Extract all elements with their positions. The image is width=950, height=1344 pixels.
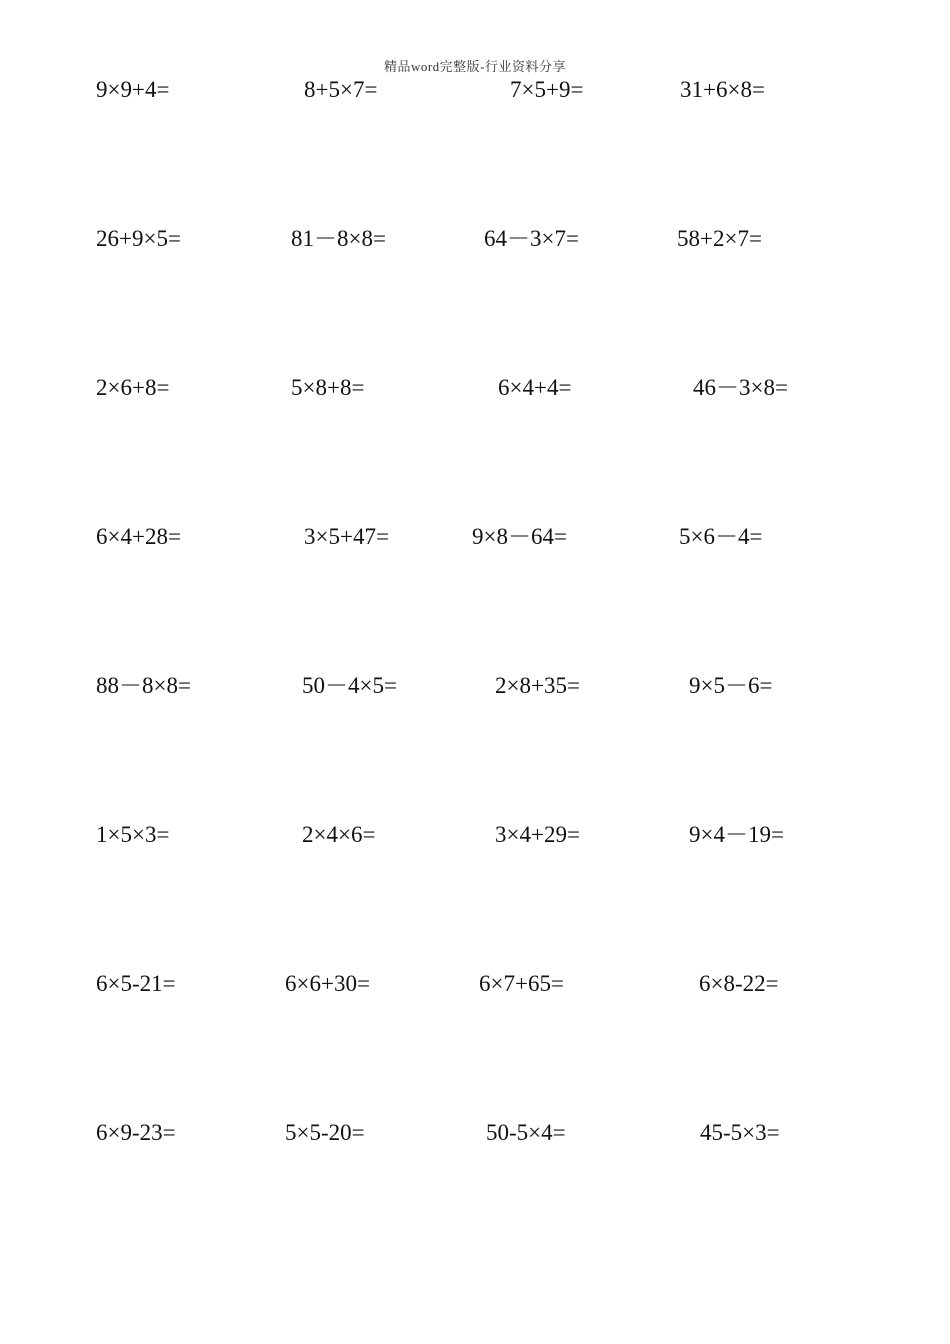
problem: 6×4+28= [96, 524, 181, 549]
problem: 50-5×4= [486, 1120, 566, 1145]
problem: 2×8+35= [495, 673, 580, 698]
problem: 5×5-20= [285, 1120, 365, 1145]
problem: 31+6×8= [680, 77, 765, 102]
problem: 7×5+9= [510, 77, 584, 102]
problem: 50－4×5= [302, 673, 397, 698]
problem: 9×5－6= [689, 673, 773, 698]
problem: 2×6+8= [96, 375, 170, 400]
problem: 9×4－19= [689, 822, 784, 847]
problem: 2×4×6= [302, 822, 376, 847]
problem: 46－3×8= [693, 375, 788, 400]
problem: 3×4+29= [495, 822, 580, 847]
problem: 5×8+8= [291, 375, 365, 400]
problem: 9×9+4= [96, 77, 170, 102]
problem: 64－3×7= [484, 226, 579, 251]
page-header: 精品word完整版-行业资料分享 [383, 59, 567, 74]
problem: 26+9×5= [96, 226, 181, 251]
problem: 5×6－4= [679, 524, 763, 549]
problem: 88－8×8= [96, 673, 191, 698]
problem: 9×8－64= [472, 524, 567, 549]
problem: 58+2×7= [677, 226, 762, 251]
problem: 3×5+47= [304, 524, 389, 549]
problem: 6×8-22= [699, 971, 779, 996]
problem: 81－8×8= [291, 226, 386, 251]
problem: 6×6+30= [285, 971, 370, 996]
problem: 6×7+65= [479, 971, 564, 996]
problem: 45-5×3= [700, 1120, 780, 1145]
problem: 1×5×3= [96, 822, 170, 847]
problem: 6×5-21= [96, 971, 176, 996]
problem: 8+5×7= [304, 77, 378, 102]
problem: 6×9-23= [96, 1120, 176, 1145]
problem: 6×4+4= [498, 375, 572, 400]
